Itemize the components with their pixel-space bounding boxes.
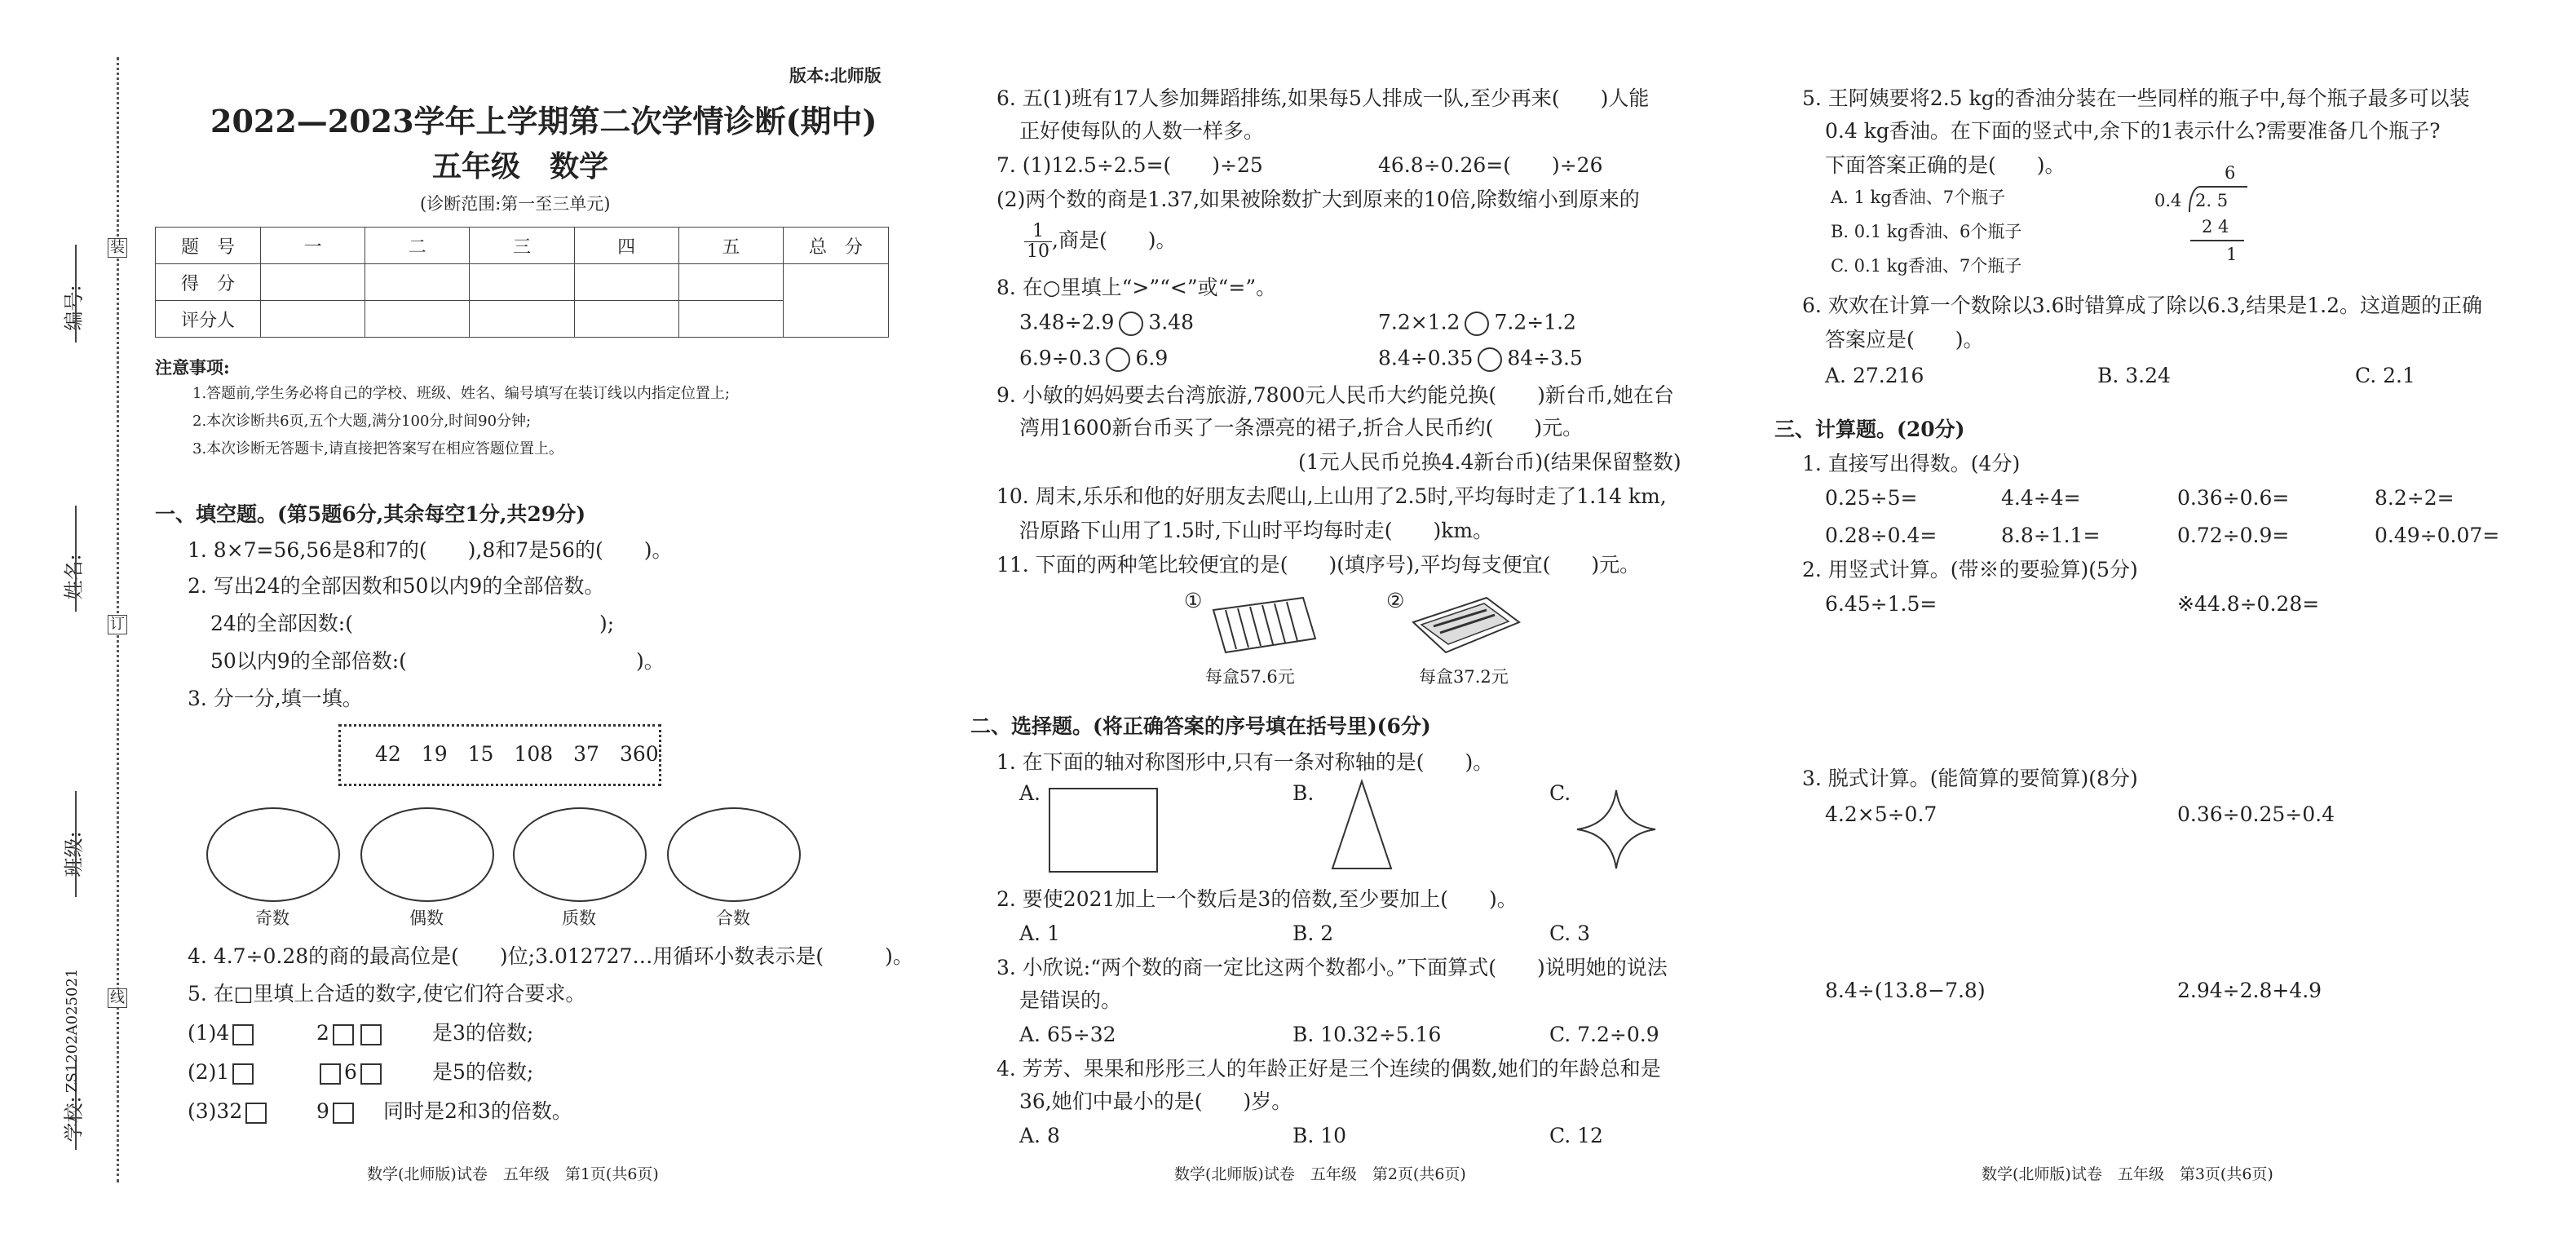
oval-label: 奇数 [255, 908, 289, 928]
question-6b: 正好使每队的人数一样多。 [1019, 119, 1265, 143]
digit-box[interactable] [333, 1024, 354, 1045]
oral-calc-item[interactable]: 8.8÷1.1= [2001, 524, 2101, 547]
name-label: 姓名: [62, 554, 86, 600]
subject-title: 五年级 数学 [432, 149, 609, 183]
step-calc-item[interactable]: 0.36÷0.25÷0.4 [2177, 802, 2335, 826]
question-9: 9. 小敏的妈妈要去台湾旅游,7800元人民币大约能兑换( )新台币,她在台 [996, 383, 1674, 407]
page-footer: 数学(北师版)试卷 五年级 第2页(共6页) [1174, 1165, 1466, 1183]
choice-option[interactable]: B. 0.1 kg香油、6个瓶子 [1831, 222, 2022, 241]
question-2b: 50以内9的全部倍数:( [210, 649, 407, 673]
calc-question-2: 2. 用竖式计算。(带※的要验算)(5分) [1802, 558, 2138, 581]
compare-circle[interactable] [1106, 347, 1130, 372]
digit-box[interactable] [320, 1063, 341, 1085]
choice-question-4: 4. 芳芳、果果和彤彤三人的年龄正好是三个连续的偶数,她们的年龄总和是 [996, 1057, 1661, 1081]
choice-question-6b: 答案应是( )。 [1825, 328, 1984, 351]
choice-option[interactable]: A. 8 [1019, 1124, 1060, 1147]
section2-title: 二、选择题。(将正确答案的序号填在括号里)(6分) [970, 714, 1431, 738]
digit-box[interactable] [232, 1024, 254, 1045]
score-header-cell: 二 [365, 228, 470, 264]
vertical-calc-item[interactable]: 6.45÷1.5= [1825, 592, 1938, 616]
choice-option[interactable]: A. 1 [1019, 922, 1060, 945]
name-underline[interactable] [75, 506, 77, 612]
question-2b-end: )。 [636, 649, 665, 673]
score-row-label: 得 分 [156, 264, 261, 301]
question-7a: 7. (1)12.5÷2.5=( )÷25 [996, 153, 1263, 177]
step-calc-item[interactable]: 8.4÷(13.8−7.8) [1825, 979, 1986, 1002]
number-underline[interactable] [75, 245, 77, 343]
calc-question-3: 3. 脱式计算。(能简算的要简算)(8分) [1802, 767, 2138, 790]
q5-row: (2)1 [188, 1062, 257, 1085]
choice-option[interactable]: B. 2 [1292, 922, 1334, 945]
pen-box-2-image [1409, 594, 1523, 659]
score-header-cell: 题 号 [156, 228, 261, 264]
score-cell[interactable] [678, 264, 783, 301]
class-underline[interactable] [75, 791, 77, 897]
question-2a-end: ); [599, 612, 615, 635]
compare-circle[interactable] [1478, 347, 1502, 372]
oral-calc-item[interactable]: 0.28÷0.4= [1825, 524, 1938, 547]
score-header-cell: 一 [261, 228, 365, 264]
pen-mark: ① [1184, 589, 1203, 612]
note-item: 3.本次诊断无答题卡,请直接把答案写在相应答题位置上。 [192, 440, 563, 457]
compare-circle[interactable] [1465, 312, 1489, 336]
digit-box[interactable] [360, 1024, 382, 1045]
pen-caption: 每盒37.2元 [1419, 667, 1509, 687]
long-division-divisor: 0.4 [2154, 191, 2182, 210]
triangle-shape [1329, 779, 1394, 873]
question-11: 11. 下面的两种笔比较便宜的是( )(填序号),平均每支便宜( )元。 [996, 553, 1641, 577]
vertical-calc-item[interactable]: ※44.8÷0.28= [2177, 592, 2320, 616]
choice-option[interactable]: B. [1292, 781, 1315, 805]
choice-option[interactable]: A. 1 kg香油、7个瓶子 [1831, 188, 2006, 207]
exam-title: 2022—2023学年上学期第二次学情诊断(期中) [210, 103, 877, 139]
calc-question-1: 1. 直接写出得数。(4分) [1802, 452, 2021, 475]
step-calc-item[interactable]: 2.94÷2.8+4.9 [2177, 979, 2322, 1002]
composite-oval[interactable] [667, 807, 801, 902]
score-table [155, 227, 889, 338]
q5-row-mid: 2 [316, 1023, 385, 1045]
score-header-cell: 四 [574, 228, 678, 264]
long-division-product: 2 4 [2202, 217, 2229, 236]
question-10b: 沿原路下山用了1.5时,下山时平均每时走( )km。 [1019, 519, 1494, 542]
choice-option[interactable]: B. 10.32÷5.16 [1292, 1023, 1442, 1046]
long-division-dividend: 2. 5 [2195, 191, 2229, 210]
compare-circle[interactable] [1119, 312, 1143, 336]
version-label: 版本:北师版 [789, 65, 881, 86]
grader-cell[interactable] [574, 301, 678, 338]
choice-option[interactable]: A. 65÷32 [1019, 1023, 1116, 1046]
star-shape [1574, 787, 1659, 873]
number-label: 编号: [62, 285, 86, 331]
question-7b-frac: $\frac{1}{10}$ ,商是( )。 [1024, 222, 1176, 262]
notes-title: 注意事项: [155, 357, 230, 378]
oval-label: 偶数 [409, 908, 444, 928]
choice-question-5: 5. 王阿姨要将2.5 kg的香油分装在一些同样的瓶子中,每个瓶子最多可以装 [1802, 86, 2470, 110]
scope-note: (诊断范围:第一至三单元) [420, 194, 611, 214]
class-label: 班级: [62, 831, 86, 877]
choice-question-1: 1. 在下面的轴对称图形中,只有一条对称轴的是( )。 [996, 750, 1494, 774]
grader-cell[interactable] [365, 301, 470, 338]
even-oval[interactable] [360, 807, 494, 902]
choice-option[interactable]: C. 7.2÷0.9 [1549, 1023, 1659, 1046]
section1-title: 一、填空题。(第5题6分,其余每空1分,共29分) [155, 502, 586, 526]
compare-item: 3.48÷2.9 3.48 [1019, 312, 1194, 336]
oval-label: 合数 [716, 908, 750, 928]
question-3: 3. 分一分,填一填。 [188, 687, 363, 710]
choice-option[interactable]: A. [1019, 781, 1041, 805]
fraction: $\frac{1}{10}$ [1024, 222, 1052, 262]
prime-oval[interactable] [513, 807, 647, 902]
choice-option[interactable]: C. 12 [1549, 1124, 1603, 1147]
score-header-cell: 总 分 [784, 228, 889, 264]
page-footer: 数学(北师版)试卷 五年级 第3页(共6页) [1982, 1165, 2273, 1183]
oral-calc-item[interactable]: 8.2÷2= [2375, 486, 2454, 510]
paper-code: ZS1202A025021 [64, 968, 81, 1093]
choice-option[interactable]: C. [1549, 781, 1571, 805]
total-score-cell[interactable] [784, 264, 889, 338]
question-8: 8. 在○里填上“>”“<”或“=”。 [996, 276, 1277, 299]
q5-row-mid: 9 [316, 1101, 357, 1124]
oral-calc-item[interactable]: 0.25÷5= [1825, 486, 1918, 510]
q5-row-end: 是5的倍数; [432, 1060, 534, 1084]
compare-item: 8.4÷0.35 84÷3.5 [1378, 347, 1583, 372]
note-item: 2.本次诊断共6页,五个大题,满分100分,时间90分钟; [192, 413, 532, 430]
question-2a: 24的全部因数:( [210, 612, 353, 635]
step-calc-item[interactable]: 4.2×5÷0.7 [1825, 802, 1938, 826]
question-9c: (1元人民币兑换4.4新台币)(结果保留整数) [1298, 450, 1681, 474]
question-4: 4. 4.7÷0.28的商的最高位是( )位;3.012727…用循环小数表示是( )。 [188, 944, 913, 968]
question-5: 5. 在□里填上合适的数字,使它们符合要求。 [188, 982, 586, 1006]
q5-row-mid: 6 [316, 1062, 385, 1085]
choice-question-3: 3. 小欣说:“两个数的商一定比这两个数都小。”下面算式( )说明她的说法 [996, 956, 1668, 979]
digit-box[interactable] [360, 1063, 382, 1085]
score-cell[interactable] [470, 264, 574, 301]
score-cell[interactable] [574, 264, 678, 301]
section3-title: 三、计算题。(20分) [1774, 418, 1965, 441]
note-item: 1.答题前,学生务必将自己的学校、班级、姓名、编号填写在装订线以内指定位置上; [192, 385, 730, 402]
choice-option[interactable]: C. 3 [1549, 922, 1591, 945]
choice-option[interactable]: B. 3.24 [2097, 364, 2171, 387]
oral-calc-item[interactable]: 0.36÷0.6= [2177, 486, 2290, 510]
choice-option[interactable]: A. 27.216 [1825, 364, 1924, 387]
choice-question-5c: 下面答案正确的是( )。 [1825, 153, 2066, 177]
grader-cell[interactable] [470, 301, 574, 338]
choice-question-5b: 0.4 kg香油。在下面的竖式中,余下的1表示什么?需要准备几个瓶子? [1825, 119, 2441, 143]
score-cell[interactable] [365, 264, 470, 301]
choice-question-4b: 36,她们中最小的是( )岁。 [1019, 1090, 1292, 1113]
q5-row: (1)4 [188, 1023, 257, 1045]
digit-box[interactable] [333, 1103, 354, 1124]
choice-option[interactable]: C. 2.1 [2355, 364, 2415, 387]
choice-question-2: 2. 要使2021加上一个数后是3的倍数,至少要加上( )。 [996, 887, 1518, 911]
score-header-cell: 五 [678, 228, 783, 264]
choice-question-3b: 是错误的。 [1019, 988, 1122, 1012]
pen-caption: 每盒57.6元 [1205, 667, 1295, 687]
question-10: 10. 周末,乐乐和他的好朋友去爬山,上山用了2.5时,平均每时走了1.14 km, [996, 484, 1667, 508]
score-header-cell: 三 [470, 228, 574, 264]
square-shape [1049, 788, 1158, 873]
number-list: 42 19 15 108 37 360 [375, 742, 659, 766]
compare-item: 6.9÷0.3 6.9 [1019, 347, 1168, 372]
binding-marker: 线 [108, 988, 127, 1008]
binding-marker: 订 [108, 615, 127, 634]
long-division-quotient: 6 [2225, 163, 2236, 183]
long-division-remainder: 1 [2226, 245, 2238, 264]
choice-question-6: 6. 欢欢在计算一个数除以3.6时错算成了除以6.3,结果是1.2。这道题的正确 [1802, 294, 2483, 317]
page-footer: 数学(北师版)试卷 五年级 第1页(共6页) [367, 1165, 659, 1183]
q5-row-end: 是3的倍数; [432, 1021, 534, 1045]
question-9b: 湾用1600新台币买了一条漂亮的裙子,折合人民币约( )元。 [1019, 416, 1584, 440]
question-7b: (2)两个数的商是1.37,如果被除数扩大到原来的10倍,除数缩小到原来的 [996, 188, 1640, 211]
pen-box-1-image [1205, 594, 1319, 659]
question-7a2: 46.8÷0.26=( )÷26 [1378, 153, 1603, 177]
grader-cell[interactable] [261, 301, 365, 338]
score-cell[interactable] [261, 264, 365, 301]
q5-row-end: 同时是2和3的倍数。 [383, 1099, 572, 1123]
pen-mark: ② [1386, 589, 1405, 612]
choice-option[interactable]: B. 10 [1292, 1124, 1347, 1147]
digit-box[interactable] [245, 1103, 267, 1124]
long-division-rule [2190, 240, 2244, 241]
digit-box[interactable] [232, 1063, 254, 1085]
grader-cell[interactable] [678, 301, 783, 338]
oral-calc-item[interactable]: 4.4÷4= [2001, 486, 2081, 510]
oral-calc-item[interactable]: 0.72÷0.9= [2177, 524, 2290, 547]
oval-label: 质数 [562, 908, 596, 928]
oral-calc-item[interactable]: 0.49÷0.07= [2375, 524, 2500, 547]
question-1: 1. 8×7=56,56是8和7的( ),8和7是56的( )。 [188, 538, 673, 562]
question-6: 6. 五(1)班有17人参加舞蹈排练,如果每5人排成一队,至少再来( )人能 [996, 86, 1650, 110]
score-row-label: 评分人 [156, 301, 261, 338]
compare-item: 7.2×1.2 7.2÷1.2 [1378, 312, 1576, 336]
question-2: 2. 写出24的全部因数和50以内9的全部倍数。 [188, 574, 605, 598]
binding-marker: 装 [108, 238, 127, 258]
score-header-row [156, 228, 889, 264]
q5-row: (3)32 [188, 1101, 270, 1124]
odd-oval[interactable] [206, 807, 340, 902]
school-label: 学校: [62, 1096, 86, 1143]
choice-option[interactable]: C. 0.1 kg香油、7个瓶子 [1831, 256, 2022, 276]
